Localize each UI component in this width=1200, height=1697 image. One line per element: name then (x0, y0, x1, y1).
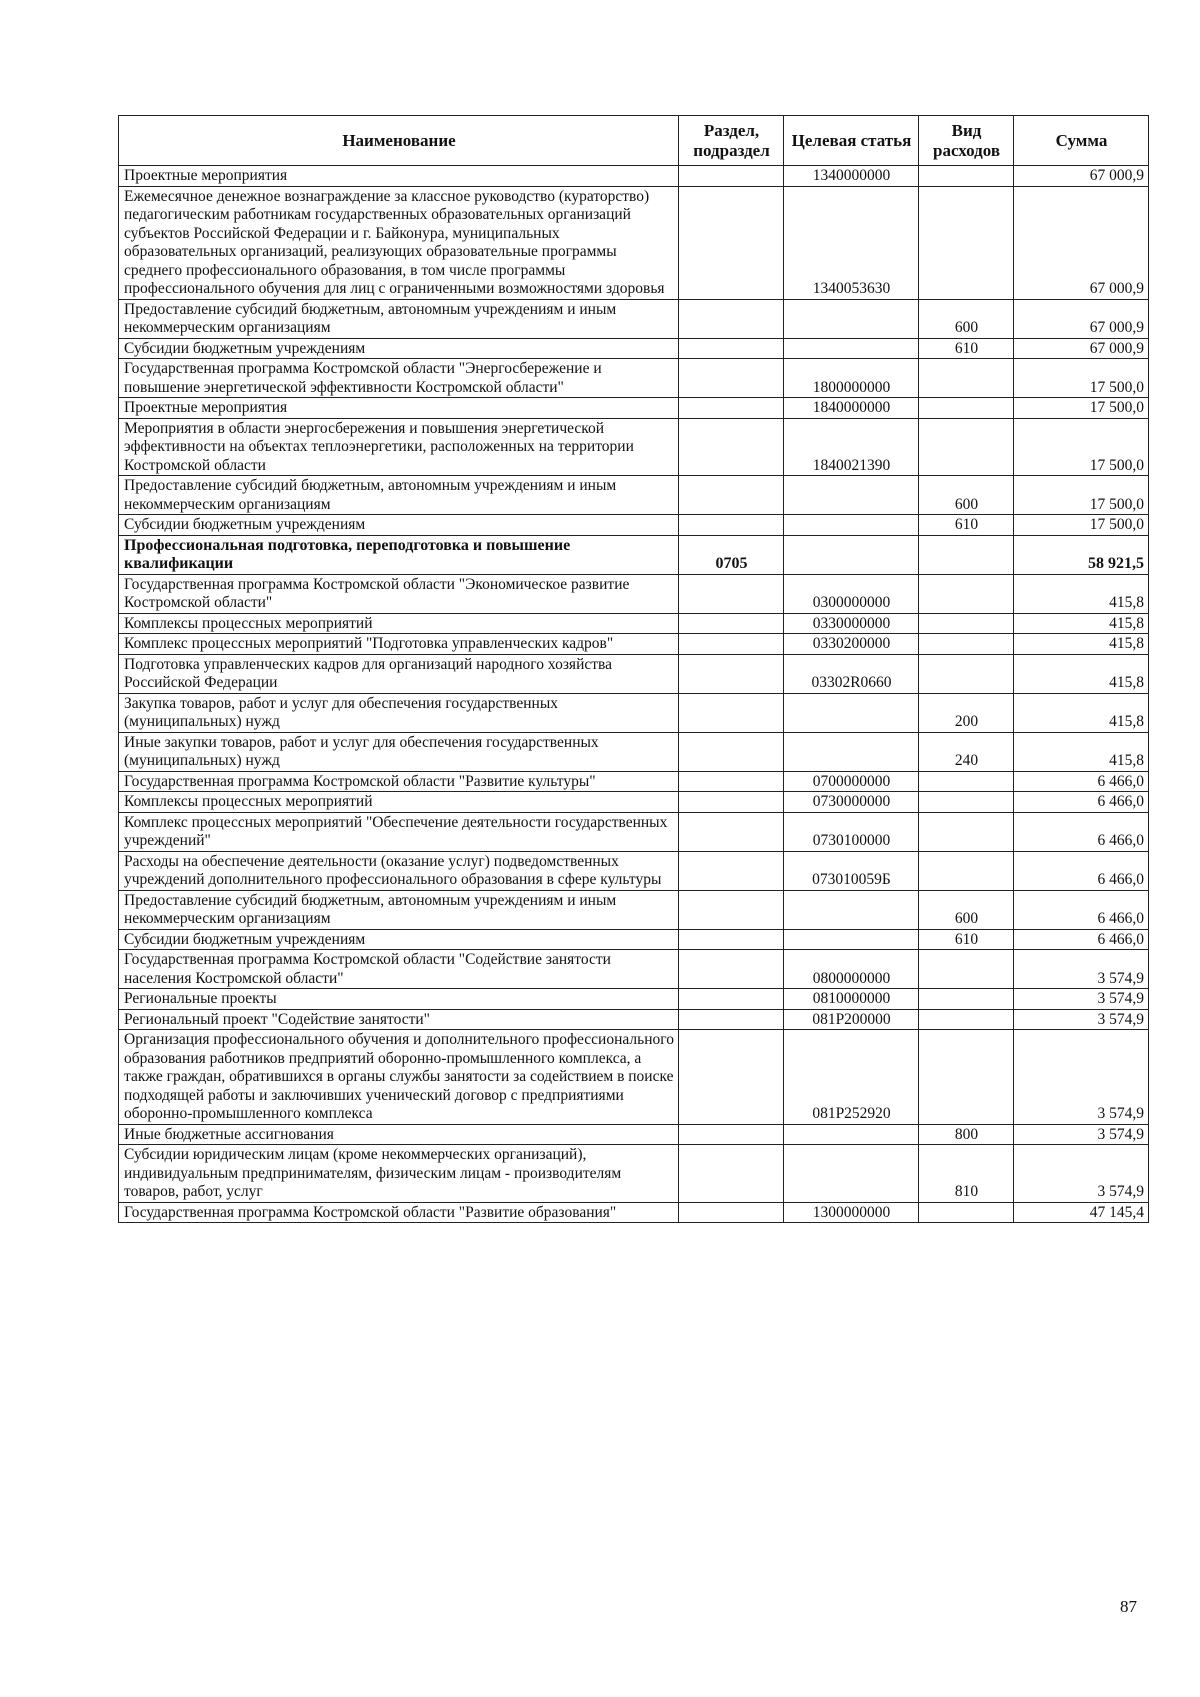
cell-type: 600 (919, 476, 1014, 515)
table-row (119, 1124, 1149, 1145)
cell-type (919, 851, 1014, 890)
table-row (119, 989, 1149, 1010)
cell-sum: 17 500,0 (1014, 359, 1149, 398)
cell-target (784, 338, 919, 359)
table-row (119, 613, 1149, 634)
cell-sum: 47 145,4 (1014, 1202, 1149, 1223)
cell-section (679, 851, 784, 890)
cell-type (919, 535, 1014, 574)
cell-sum: 6 466,0 (1014, 812, 1149, 851)
cell-name: Субсидии юридическим лицам (кроме некоммерческих организаций), индивидуальным предпринимателям, физическим лицам - производителям товаров, работ, услуг (119, 1145, 679, 1203)
cell-name: Мероприятия в области энергосбережения и повышения энергетической эффективности на объектах теплоэнергетики, расположенных на территории Костромской области (119, 418, 679, 476)
cell-section (679, 1124, 784, 1145)
cell-section (679, 634, 784, 655)
cell-type (919, 359, 1014, 398)
cell-name: Закупка товаров, работ и услуг для обеспечения государственных (муниципальных) нужд (119, 693, 679, 732)
cell-section (679, 613, 784, 634)
cell-name: Государственная программа Костромской области "Развитие культуры" (119, 771, 679, 792)
cell-type: 600 (919, 299, 1014, 338)
cell-name: Региональные проекты (119, 989, 679, 1010)
table-row (119, 634, 1149, 655)
cell-target (784, 535, 919, 574)
table-row (119, 771, 1149, 792)
cell-section (679, 812, 784, 851)
cell-section (679, 929, 784, 950)
cell-type (919, 634, 1014, 655)
cell-section (679, 338, 784, 359)
cell-sum: 58 921,5 (1014, 535, 1149, 574)
cell-type (919, 950, 1014, 989)
cell-target (784, 890, 919, 929)
cell-sum: 415,8 (1014, 574, 1149, 613)
cell-name: Предоставление субсидий бюджетным, автономным учреждениям и иным некоммерческим организациям (119, 476, 679, 515)
cell-section (679, 1145, 784, 1203)
cell-target (784, 693, 919, 732)
cell-name: Комплексы процессных мероприятий (119, 792, 679, 813)
cell-target: 0330000000 (784, 613, 919, 634)
cell-sum: 3 574,9 (1014, 989, 1149, 1010)
cell-name: Государственная программа Костромской области "Развитие образования" (119, 1202, 679, 1223)
cell-type: 200 (919, 693, 1014, 732)
cell-section (679, 654, 784, 693)
cell-target: 0800000000 (784, 950, 919, 989)
cell-sum: 6 466,0 (1014, 890, 1149, 929)
table-row (119, 359, 1149, 398)
cell-section (679, 1009, 784, 1030)
cell-type: 610 (919, 515, 1014, 536)
cell-name: Предоставление субсидий бюджетным, автономным учреждениям и иным некоммерческим организациям (119, 299, 679, 338)
cell-section (679, 792, 784, 813)
cell-section (679, 418, 784, 476)
cell-section (679, 732, 784, 771)
cell-sum: 415,8 (1014, 732, 1149, 771)
cell-target: 0810000000 (784, 989, 919, 1010)
cell-sum: 3 574,9 (1014, 1145, 1149, 1203)
cell-sum: 3 574,9 (1014, 1009, 1149, 1030)
table-row (119, 186, 1149, 299)
table-row (119, 398, 1149, 419)
cell-type (919, 1202, 1014, 1223)
cell-target: 1300000000 (784, 1202, 919, 1223)
header-target: Целевая статья (784, 116, 919, 166)
cell-name: Проектные мероприятия (119, 166, 679, 187)
cell-section (679, 299, 784, 338)
table-row (119, 812, 1149, 851)
cell-section (679, 359, 784, 398)
cell-sum: 415,8 (1014, 693, 1149, 732)
table-row (119, 418, 1149, 476)
cell-target: 0330200000 (784, 634, 919, 655)
cell-name: Субсидии бюджетным учреждениям (119, 929, 679, 950)
cell-sum: 6 466,0 (1014, 929, 1149, 950)
cell-section (679, 398, 784, 419)
cell-name: Проектные мероприятия (119, 398, 679, 419)
cell-type (919, 1009, 1014, 1030)
cell-section (679, 989, 784, 1010)
cell-target: 0700000000 (784, 771, 919, 792)
table-row (119, 890, 1149, 929)
cell-name: Государственная программа Костромской области "Энергосбережение и повышение энергетической эффективности Костромской области" (119, 359, 679, 398)
cell-section: 0705 (679, 535, 784, 574)
cell-sum: 17 500,0 (1014, 515, 1149, 536)
cell-section (679, 515, 784, 536)
cell-name: Комплекс процессных мероприятий "Подготовка управленческих кадров" (119, 634, 679, 655)
cell-name: Субсидии бюджетным учреждениям (119, 515, 679, 536)
cell-sum: 3 574,9 (1014, 1030, 1149, 1125)
cell-sum: 17 500,0 (1014, 398, 1149, 419)
cell-type (919, 771, 1014, 792)
cell-sum: 17 500,0 (1014, 418, 1149, 476)
cell-target: 073010059Б (784, 851, 919, 890)
table-row (119, 732, 1149, 771)
cell-target: 081P200000 (784, 1009, 919, 1030)
cell-sum: 3 574,9 (1014, 1124, 1149, 1145)
cell-type (919, 186, 1014, 299)
cell-target: 1840000000 (784, 398, 919, 419)
cell-target (784, 1145, 919, 1203)
table-header-row (119, 116, 1149, 166)
cell-target: 1340000000 (784, 166, 919, 187)
cell-section (679, 1030, 784, 1125)
table-row (119, 1202, 1149, 1223)
cell-type: 800 (919, 1124, 1014, 1145)
cell-target (784, 929, 919, 950)
cell-sum: 415,8 (1014, 654, 1149, 693)
cell-target: 1340053630 (784, 186, 919, 299)
cell-target: 1840021390 (784, 418, 919, 476)
cell-target (784, 299, 919, 338)
cell-name: Подготовка управленческих кадров для организаций народного хозяйства Российской Федерации (119, 654, 679, 693)
header-type: Вид расходов (919, 116, 1014, 166)
cell-name: Комплексы процессных мероприятий (119, 613, 679, 634)
cell-sum: 67 000,9 (1014, 338, 1149, 359)
cell-sum: 415,8 (1014, 634, 1149, 655)
cell-target: 0730000000 (784, 792, 919, 813)
table-row (119, 654, 1149, 693)
cell-sum: 415,8 (1014, 613, 1149, 634)
cell-target: 081P252920 (784, 1030, 919, 1125)
cell-target (784, 732, 919, 771)
cell-name: Расходы на обеспечение деятельности (оказание услуг) подведомственных учреждений дополнительного профессионального образования в сфере культуры (119, 851, 679, 890)
cell-section (679, 950, 784, 989)
cell-sum: 6 466,0 (1014, 792, 1149, 813)
budget-table (118, 115, 1149, 1223)
table-row (119, 1030, 1149, 1125)
cell-name: Комплекс процессных мероприятий "Обеспечение деятельности государственных учреждений" (119, 812, 679, 851)
table-row (119, 574, 1149, 613)
cell-sum: 6 466,0 (1014, 851, 1149, 890)
budget-table-container (118, 115, 1148, 1223)
cell-type (919, 989, 1014, 1010)
cell-target: 0730100000 (784, 812, 919, 851)
cell-section (679, 890, 784, 929)
cell-sum: 3 574,9 (1014, 950, 1149, 989)
cell-type (919, 166, 1014, 187)
cell-target (784, 1124, 919, 1145)
cell-section (679, 693, 784, 732)
header-sum: Сумма (1014, 116, 1149, 166)
table-row (119, 792, 1149, 813)
cell-target: 1800000000 (784, 359, 919, 398)
cell-type: 810 (919, 1145, 1014, 1203)
cell-type (919, 613, 1014, 634)
table-row (119, 950, 1149, 989)
cell-name: Организация профессионального обучения и дополнительного профессионального образования работников предприятий оборонно-промышленного комплекса, а также граждан, обратившихся в органы службы занятости за содействием в поиске подходящей работы и заключивших ученический договор с предприятиями оборонно-промышленного комплекса (119, 1030, 679, 1125)
header-name: Наименование (119, 116, 679, 166)
table-row (119, 299, 1149, 338)
cell-section (679, 186, 784, 299)
cell-name: Предоставление субсидий бюджетным, автономным учреждениям и иным некоммерческим организациям (119, 890, 679, 929)
cell-name: Субсидии бюджетным учреждениям (119, 338, 679, 359)
cell-type (919, 418, 1014, 476)
cell-target: 03302R0660 (784, 654, 919, 693)
cell-type (919, 398, 1014, 419)
cell-type (919, 654, 1014, 693)
cell-type (919, 792, 1014, 813)
cell-section (679, 574, 784, 613)
cell-name: Региональный проект "Содействие занятости" (119, 1009, 679, 1030)
cell-type (919, 1030, 1014, 1125)
cell-sum: 6 466,0 (1014, 771, 1149, 792)
cell-section (679, 166, 784, 187)
cell-target (784, 515, 919, 536)
table-row (119, 166, 1149, 187)
table-row (119, 535, 1149, 574)
cell-type (919, 812, 1014, 851)
cell-name: Иные бюджетные ассигнования (119, 1124, 679, 1145)
table-row (119, 929, 1149, 950)
cell-name: Государственная программа Костромской области "Содействие занятости населения Костромской области" (119, 950, 679, 989)
cell-type: 600 (919, 890, 1014, 929)
table-row (119, 515, 1149, 536)
cell-type: 240 (919, 732, 1014, 771)
table-row (119, 476, 1149, 515)
cell-section (679, 1202, 784, 1223)
cell-target: 0300000000 (784, 574, 919, 613)
table-row (119, 1145, 1149, 1203)
cell-sum: 67 000,9 (1014, 186, 1149, 299)
cell-sum: 17 500,0 (1014, 476, 1149, 515)
cell-target (784, 476, 919, 515)
cell-name: Иные закупки товаров, работ и услуг для обеспечения государственных (муниципальных) нужд (119, 732, 679, 771)
cell-section (679, 771, 784, 792)
cell-name: Ежемесячное денежное вознаграждение за классное руководство (кураторство) педагогическим работникам государственных образовательных организаций субъектов Российской Федерации и г. Байконура, муниципальных образовательных организаций, реализующих образовательные программы среднего профессионального образования, в том числе программы профессионального обучения для лиц с ограниченными возможностями здоровья (119, 186, 679, 299)
table-row (119, 338, 1149, 359)
header-section: Раздел, подраздел (679, 116, 784, 166)
cell-sum: 67 000,9 (1014, 166, 1149, 187)
cell-section (679, 476, 784, 515)
cell-name: Профессиональная подготовка, переподготовка и повышение квалификации (119, 535, 679, 574)
table-row (119, 693, 1149, 732)
table-body (119, 166, 1149, 1223)
cell-type: 610 (919, 929, 1014, 950)
cell-type: 610 (919, 338, 1014, 359)
table-row (119, 851, 1149, 890)
cell-sum: 67 000,9 (1014, 299, 1149, 338)
cell-type (919, 574, 1014, 613)
cell-name: Государственная программа Костромской области "Экономическое развитие Костромской области" (119, 574, 679, 613)
page-number: 87 (1120, 1597, 1137, 1616)
table-row (119, 1009, 1149, 1030)
